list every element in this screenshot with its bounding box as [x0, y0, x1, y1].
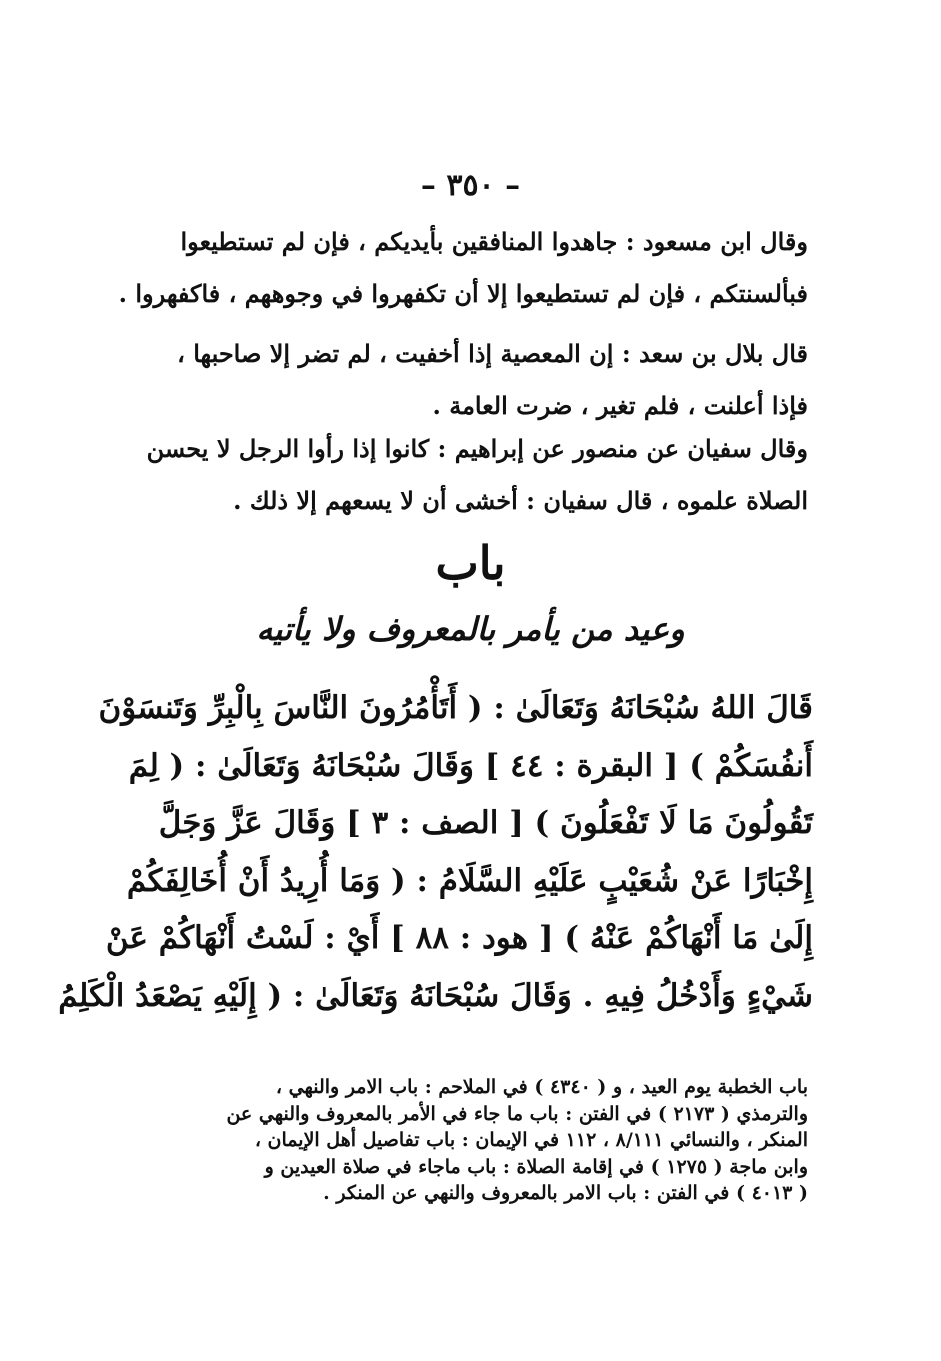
paragraph-line: الصلاة علموه ، قال سفيان : أخشى أن لا يسعهم إلا ذلك .	[233, 486, 808, 515]
paragraph-sufyan	[146, 423, 808, 527]
quran-line: قَالَ اللهُ سُبْحَانَهُ وَتَعَالَىٰ : ( أَتَأْمُرُونَ النَّاسَ بِالْبِرِّ وَتَنسَوْنَ	[98, 690, 813, 726]
footnote-line: ( ٤٠١٣ ) في الفتن : باب الامر بالمعروف والنهي عن المنكر .	[323, 1182, 808, 1204]
footnote-line: باب الخطبة يوم العيد ، و ( ٤٣٤٠ ) في الملاحم : باب الامر والنهي ،	[275, 1076, 808, 1098]
paragraph-line: وقال سفيان عن منصور عن إبراهيم : كانوا إذا رأوا الرجل لا يحسن	[146, 434, 808, 463]
paragraph-bilal-ibn-saad	[158, 328, 808, 432]
paragraph-line: فبألسنتكم ، فإن لم تستطيعوا إلا أن تكفهروا في وجوههم ، فاكفهروا .	[118, 279, 808, 308]
quran-line: شَيْءٍ وَأَدْخُلُ فِيهِ . وَقَالَ سُبْحَانَهُ وَتَعَالَىٰ : ( إِلَيْهِ يَصْعَدُ الْكَلِمُ	[58, 977, 813, 1014]
chapter-title: باب	[435, 536, 506, 590]
footnote	[158, 1074, 808, 1207]
chapter-subtitle: وعيد من يأمر بالمعروف ولا يأتيه	[256, 610, 685, 648]
paragraph-ibn-masud	[118, 216, 808, 320]
quran-line: إِخْبَارًا عَنْ شُعَيْبٍ عَلَيْهِ السَّلَامُ : ( وَمَا أُرِيدُ أَنْ أُخَالِفَكُمْ	[126, 862, 813, 899]
quran-line: إِلَىٰ مَا أَنْهَاكُمْ عَنْهُ ) [ هود : ٨٨ ] أَيْ : لَسْتُ أَنْهَاكُمْ عَنْ	[105, 920, 813, 956]
paragraph-line: وقال ابن مسعود : جاهدوا المنافقين بأيديكم ، فإن لم تستطيعوا	[180, 227, 808, 256]
paragraph-line: قال بلال بن سعد : إن المعصية إذا أخفيت ، لم تضر إلا صاحبها ،	[177, 339, 808, 368]
quran-line: تَقُولُونَ مَا لَا تَفْعَلُونَ ) [ الصف : ٣ ] وَقَالَ عَزَّ وَجَلَّ	[158, 805, 813, 841]
footnote-line: والترمذي ( ٢١٧٣ ) في الفتن : باب ما جاء في الأمر بالمعروف والنهي عن	[226, 1102, 808, 1125]
footnote-line: المنكر ، والنسائي ٨/١١١ ، ١١٢ في الإيمان : باب تفاصيل أهل الإيمان ،	[254, 1129, 808, 1151]
paragraph-line: فإذا أعلنت ، فلم تغير ، ضرت العامة .	[432, 391, 808, 420]
page-number: – ٣٥٠ –	[420, 168, 521, 203]
footnote-line: وابن ماجة ( ١٢٧٥ ) في إقامة الصلاة : باب ماجاء في صلاة العيدين و	[264, 1155, 808, 1178]
quran-line: أَنفُسَكُمْ ) [ البقرة : ٤٤ ] وَقَالَ سُبْحَانَهُ وَتَعَالَىٰ : ( لِمَ	[128, 747, 813, 784]
quran-block	[58, 680, 813, 1025]
